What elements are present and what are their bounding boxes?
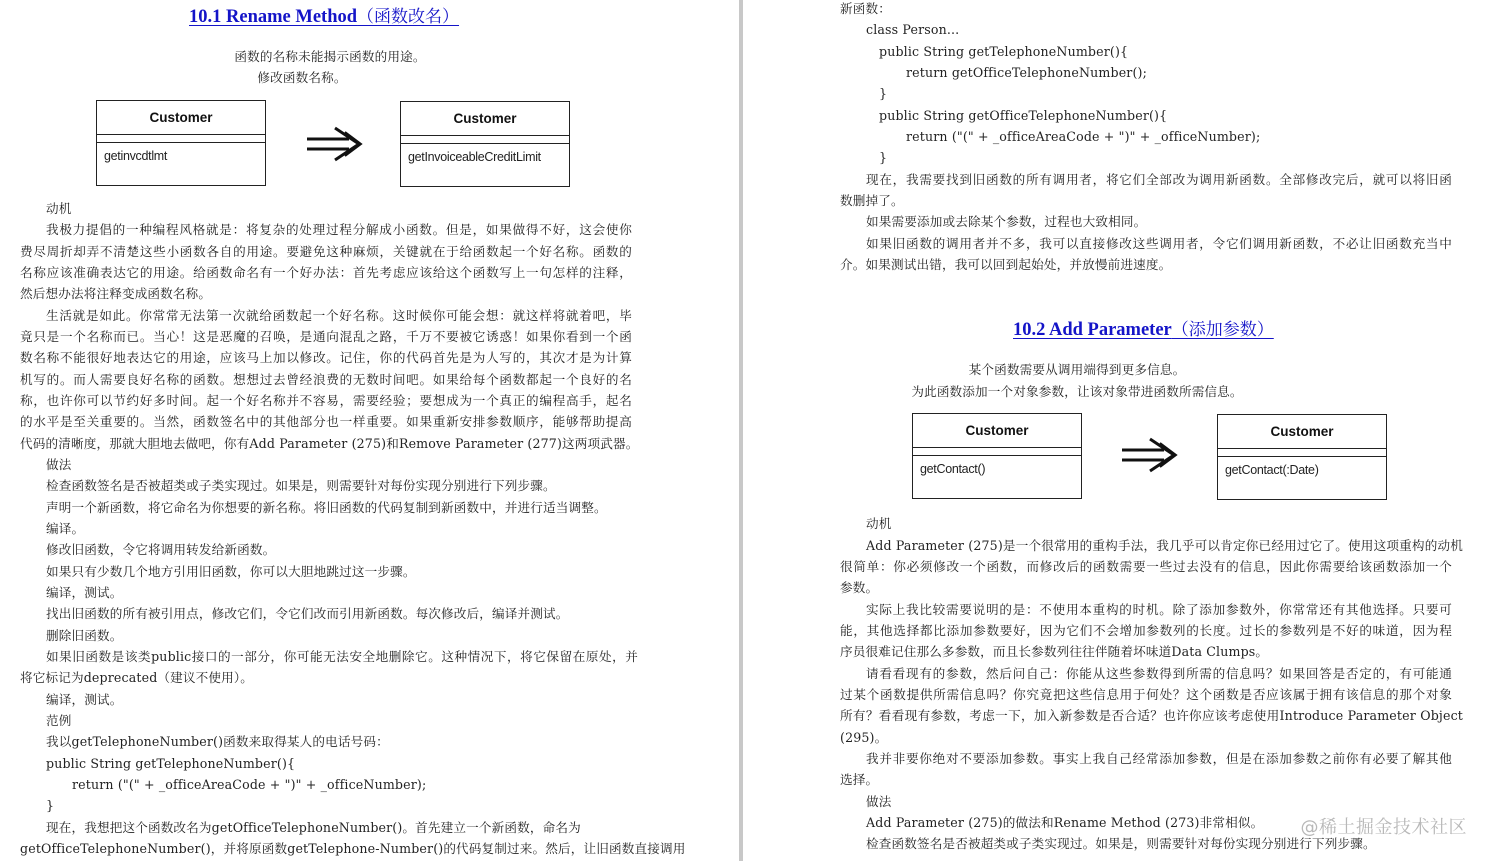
uml-method: getinvcdtlmt bbox=[104, 149, 168, 163]
paragraph-line: 然后想办法将注释变成函数名称。 bbox=[20, 286, 212, 301]
uml-method: getContact(:Date) bbox=[1225, 463, 1319, 477]
step-line: 找出旧函数的所有被引用点，修改它们，令它们改而引用新函数。每次修改后，编译并测试。 bbox=[46, 606, 569, 621]
code-line: } bbox=[46, 798, 55, 813]
code-line: } bbox=[879, 86, 888, 101]
subheading-motivation: 动机 bbox=[46, 201, 72, 216]
step-line: 编译，测试。 bbox=[46, 585, 123, 600]
uml-class-name: Customer bbox=[1218, 415, 1386, 449]
code-line: return ("(" + _officeAreaCode + ")" + _officeNumber); bbox=[906, 129, 1261, 144]
step-line: 声明一个新函数，将它命名为你想要的新名称。将旧函数的代码复制到新函数中，并进行适当调整。 bbox=[46, 500, 607, 515]
uml-attributes bbox=[913, 448, 1081, 456]
paragraph-line: 过某个函数提供所需信息吗？你究竟把这些信息用于何处？这个函数是否应该属于拥有该信息的那个对象 bbox=[840, 687, 1452, 702]
refactor-arrow-icon bbox=[1120, 437, 1178, 473]
uml-class-after bbox=[1217, 414, 1387, 500]
paragraph-line: 机写的。而人需要良好名称的函数。想想过去曾经浪费的无数时间吧。如果给每个函数都起一个良好的名 bbox=[20, 372, 632, 387]
uml-attributes bbox=[1218, 449, 1386, 457]
section-heading-add-parameter[interactable] bbox=[1013, 315, 1274, 341]
paragraph-line: 如果旧函数的调用者并不多，我可以直接修改这些调用者，令它们调用新函数，不必让旧函数充当中 bbox=[866, 236, 1452, 251]
paragraph-line: 费尽周折却弄不清楚这些小函数各自的用途。要避免这种麻烦，关键就在于给函数起一个好名称。函数的 bbox=[20, 244, 632, 259]
summary-line-1: 函数的名称未能揭示函数的用途。 bbox=[234, 49, 426, 64]
paragraph-line: 生活就是如此。你常常无法第一次就给函数起一个好名称。这时候你可能会想：就这样将就着吧，毕 bbox=[46, 308, 632, 323]
uml-method: getContact() bbox=[920, 462, 986, 476]
uml-class-before bbox=[912, 413, 1082, 499]
paragraph-line: 名称应该准确表达它的用途。给函数命名有一个好办法：首先考虑应该给这个函数写上一句怎样的注释， bbox=[20, 265, 632, 280]
uml-class-after bbox=[400, 101, 570, 187]
code-line: public String getTelephoneNumber(){ bbox=[46, 756, 296, 771]
subheading-mechanics: 做法 bbox=[46, 457, 72, 472]
code-line: return getOfficeTelephoneNumber(); bbox=[906, 65, 1147, 80]
paragraph-line: 我并非要你绝对不要添加参数。事实上我自己经常添加参数，但是在添加参数之前你有必要了解其他 bbox=[866, 751, 1452, 766]
step-line: 修改旧函数，令它将调用转发给新函数。 bbox=[46, 542, 276, 557]
heading-cn: （添加参数） bbox=[1171, 320, 1274, 340]
watermark: @稀土掘金技术社区 bbox=[1300, 817, 1467, 838]
refactor-arrow-icon bbox=[305, 126, 363, 162]
paragraph-line: 所有？看看现有参数，考虑一下，加入新参数是否合适？也许你应该考虑使用Introduce Parameter Object bbox=[840, 708, 1463, 723]
step-line: 检查函数签名是否被超类或子类实现过。如果是，则需要针对每份实现分别进行下列步骤。 bbox=[866, 836, 1376, 851]
uml-method: getInvoiceableCreditLimit bbox=[408, 150, 541, 164]
paragraph-line: Add Parameter (275)是一个很常用的重构手法，我几乎可以肯定你已经用过它了。使用这项重构的动机 bbox=[866, 538, 1463, 553]
paragraph-line: 代码的清晰度，那就大胆地去做吧，你有Add Parameter (275)和Remove Parameter (277)这两项武器。 bbox=[20, 436, 639, 451]
heading-en: 10.2 Add Parameter bbox=[1013, 320, 1172, 340]
summary-line-1: 某个函数需要从调用端得到更多信息。 bbox=[968, 362, 1186, 377]
paragraph-line: 介。如果测试出错，我可以回到起始处，并放慢前进速度。 bbox=[840, 257, 1172, 272]
subheading-motivation: 动机 bbox=[866, 516, 892, 531]
paragraph-line: 的水平是至关重要的。当然，函数签名中的其他部分也一样重要。如果重新安排参数顺序，能够帮助提高 bbox=[20, 414, 632, 429]
paragraph-line: (295)。 bbox=[840, 730, 888, 745]
step-line: 如果旧函数是该类public接口的一部分，你可能无法安全地删除它。这种情况下，将它保留在原处，并 bbox=[46, 649, 638, 664]
paragraph-line: 称，也许你可以节约好多时间。起一个好名称并不容易，需要经验；要想成为一个真正的编程高手，起名 bbox=[20, 393, 632, 408]
paragraph-line: 数删掉了。 bbox=[840, 193, 904, 208]
step-line: Add Parameter (275)的做法和Rename Method (273)非常相似。 bbox=[866, 815, 1264, 830]
paragraph-line: 现在，我想把这个函数改名为getOfficeTelephoneNumber()。首先建立一个新函数，命名为 bbox=[46, 820, 581, 835]
right-page bbox=[743, 0, 1491, 861]
paragraph-line: 我以getTelephoneNumber()函数来取得某人的电话号码： bbox=[46, 734, 389, 749]
summary-line-2: 修改函数名称。 bbox=[257, 70, 347, 85]
paragraph-line: 实际上我比较需要说明的是：不使用本重构的时机。除了添加参数外，你常常还有其他选择。只要可 bbox=[866, 602, 1452, 617]
paragraph-line: 数名称不能很好地表达它的用途，应该马上加以修改。记住，你的代码首先是为人写的，其次才是为计算 bbox=[20, 350, 632, 365]
uml-class-before bbox=[96, 100, 266, 186]
paragraph-line: 如果需要添加或去除某个参数，过程也大致相同。 bbox=[866, 214, 1147, 229]
paragraph-line: 参数。 bbox=[840, 580, 879, 595]
uml-class-name: Customer bbox=[913, 414, 1081, 448]
heading-en: 10.1 Rename Method bbox=[189, 7, 358, 27]
step-line: 将它标记为deprecated（建议不使用）。 bbox=[20, 670, 254, 685]
uml-attributes bbox=[97, 135, 265, 143]
code-line: public String getOfficeTelephoneNumber(){ bbox=[879, 108, 1168, 123]
paragraph-line: 竟只是一个名称而已。当心！这是恶魔的召唤，是通向混乱之路，千万不要被它诱惑！如果你看到一个函 bbox=[20, 329, 632, 344]
paragraph-line: getOfficeTelephoneNumber()，并将原函数getTelephone-Number()的代码复制过来。然后，让旧函数直接调用 bbox=[20, 841, 686, 856]
code-line: return ("(" + _officeAreaCode + ")" + _officeNumber); bbox=[72, 777, 427, 792]
paragraph-line: 现在，我需要找到旧函数的所有调用者，将它们全部改为调用新函数。全部修改完后，就可以将旧函 bbox=[866, 172, 1452, 187]
uml-class-name: Customer bbox=[97, 101, 265, 135]
step-line: 检查函数签名是否被超类或子类实现过。如果是，则需要针对每份实现分别进行下列步骤。 bbox=[46, 478, 556, 493]
uml-attributes bbox=[401, 136, 569, 144]
uml-class-name: Customer bbox=[401, 102, 569, 136]
paragraph-line: 我极力提倡的一种编程风格就是：将复杂的处理过程分解成小函数。但是，如果做得不好，这会使你 bbox=[46, 222, 632, 237]
paragraph-line: 很简单：你必须修改一个函数，而修改后的函数需要一些过去没有的信息，因此你需要给该函数添加一个 bbox=[840, 559, 1452, 574]
step-line: 编译。 bbox=[46, 521, 85, 536]
code-line: } bbox=[879, 150, 888, 165]
step-line: 编译，测试。 bbox=[46, 692, 123, 707]
summary-line-2: 为此函数添加一个对象参数，让该对象带进函数所需信息。 bbox=[911, 384, 1243, 399]
code-line: public String getTelephoneNumber(){ bbox=[879, 44, 1129, 59]
step-line: 如果只有少数几个地方引用旧函数，你可以大胆地跳过这一步骤。 bbox=[46, 564, 416, 579]
paragraph-line: 请看看现有的参数，然后问自己：你能从这些参数得到所需的信息吗？如果回答是否定的，有可能通 bbox=[866, 666, 1452, 681]
left-page bbox=[0, 0, 739, 861]
heading-cn: （函数改名） bbox=[357, 7, 460, 27]
code-line: class Person... bbox=[866, 22, 960, 37]
paragraph-line: 序员很难记住那么多参数，而且长参数列往往伴随着坏味道Data Clumps。 bbox=[840, 644, 1269, 659]
subheading-example: 范例 bbox=[46, 713, 72, 728]
step-line: 删除旧函数。 bbox=[46, 628, 123, 643]
subheading-mechanics: 做法 bbox=[866, 794, 892, 809]
section-heading-rename-method[interactable] bbox=[189, 2, 459, 28]
paragraph-line: 能，其他选择都比添加参数要好，因为它们不会增加参数列的长度。过长的参数列是不好的味道，因为程 bbox=[840, 623, 1452, 638]
paragraph-line: 新函数： bbox=[840, 1, 891, 16]
paragraph-line: 选择。 bbox=[840, 772, 879, 787]
